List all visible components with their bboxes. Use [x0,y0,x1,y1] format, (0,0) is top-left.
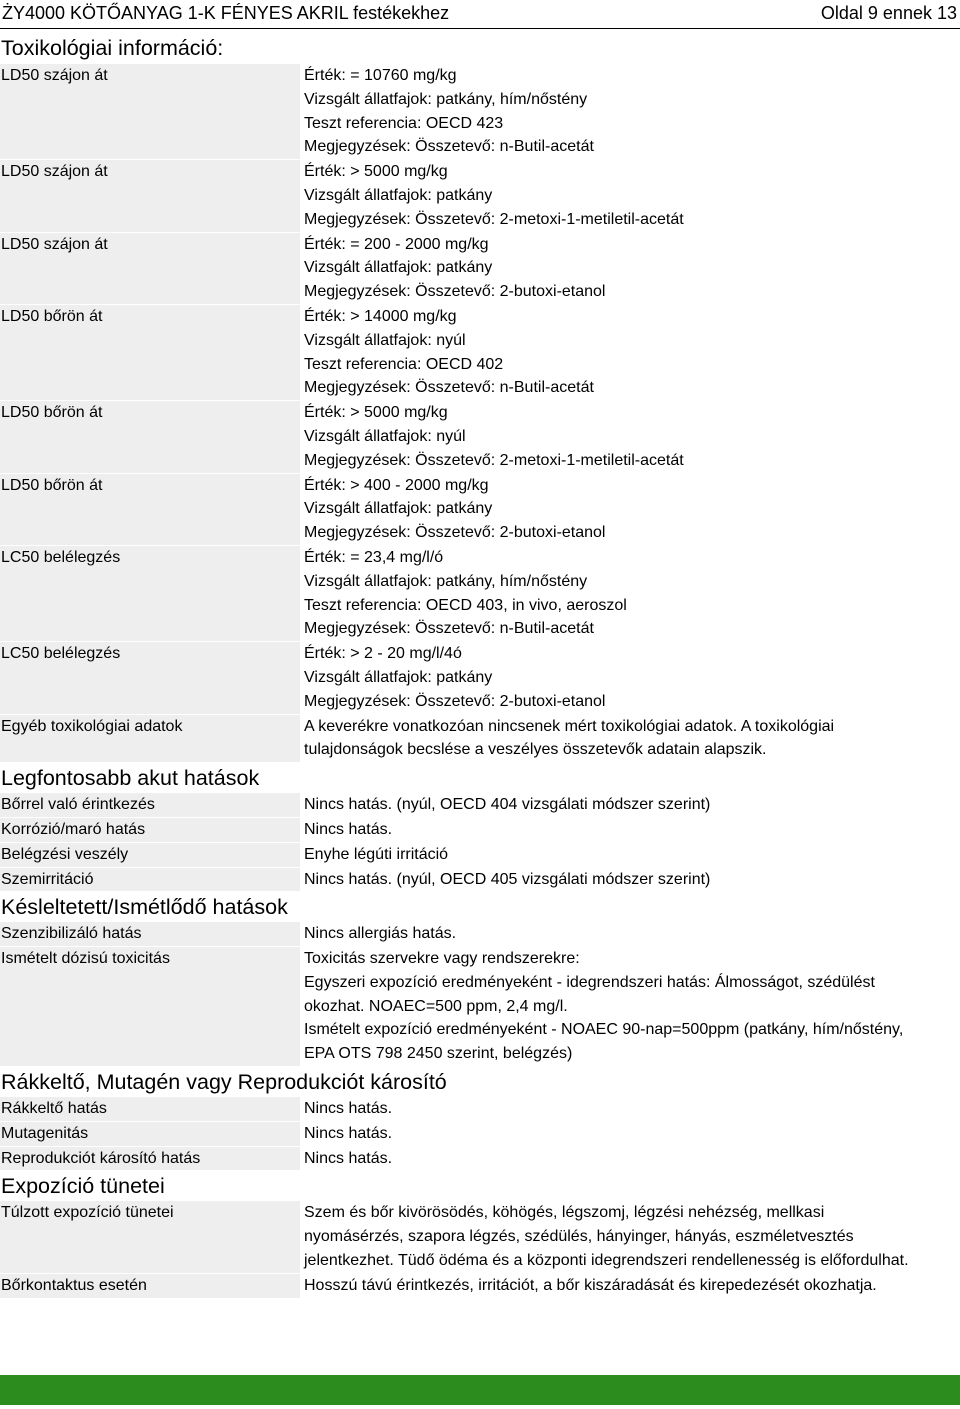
row-label: Ismételt dózisú toxicitás [0,947,300,1066]
value-line: Teszt referencia: OECD 402 [304,355,504,373]
value-line: Nincs hatás. (nyúl, OECD 404 vizsgálati módszer szerint) [304,796,711,814]
value-line: Érték: > 2 - 20 mg/l/4ó [304,645,462,663]
row-label: Bőrkontaktus esetén [0,1274,300,1298]
value-line: Vizsgált állatfajok: patkány, hím/nőstény [304,572,588,590]
table-row [0,868,960,892]
value-line: Érték: = 200 - 2000 mg/kg [304,235,489,253]
row-value [300,305,960,400]
table-row [0,305,960,400]
page-header [0,0,960,29]
row-value [300,793,960,817]
section-title-acute: Legfontosabb akut hatások [1,766,260,791]
row-label: LD50 szájon át [0,233,300,304]
row-value [300,160,960,231]
row-value [300,64,960,159]
table-row [0,642,960,713]
table-row [0,64,960,159]
table-row [0,818,960,842]
table-row [0,546,960,641]
row-value [300,1147,960,1171]
value-line: Megjegyzések: Összetevő: n-Butil-acetát [304,379,594,397]
row-label: Szemirritáció [0,868,300,892]
row-value [300,474,960,545]
value-line: Érték: > 400 - 2000 mg/kg [304,476,489,494]
value-line: Érték: = 23,4 mg/l/ó [304,548,444,566]
row-label: Túlzott expozíció tünetei [0,1201,300,1272]
value-line: Megjegyzések: Összetevő: 2-metoxi-1-metiletil-acetát [304,451,684,469]
table-row [0,401,960,472]
value-line: Vizsgált állatfajok: patkány [304,259,493,277]
value-line: Érték: > 5000 mg/kg [304,163,448,181]
table-row [0,160,960,231]
value-line: Nincs hatás. [304,820,393,838]
value-line: Vizsgált állatfajok: patkány [304,668,493,686]
row-label: Korrózió/maró hatás [0,818,300,842]
row-label: LD50 bőrön át [0,474,300,545]
row-label: Mutagenitás [0,1122,300,1146]
row-value [300,546,960,641]
row-value [300,843,960,867]
value-line: Megjegyzések: Összetevő: n-Butil-acetát [304,138,594,156]
row-label: Reprodukciót károsító hatás [0,1147,300,1171]
table-row [0,1147,960,1171]
value-line: Megjegyzések: Összetevő: 2-butoxi-etanol [304,283,606,301]
value-line: Vizsgált állatfajok: patkány [304,500,493,518]
row-value [300,922,960,946]
row-value [300,401,960,472]
row-label: Egyéb toxikológiai adatok [0,715,300,763]
table-row [0,922,960,946]
table-row [0,1122,960,1146]
row-value [300,642,960,713]
row-label: LC50 belélegzés [0,546,300,641]
table-row [0,715,960,763]
row-label: Rákkeltő hatás [0,1097,300,1121]
value-line: Vizsgált állatfajok: patkány [304,186,493,204]
value-line: Nincs hatás. (nyúl, OECD 405 vizsgálati módszer szerint) [304,870,711,888]
value-line: Teszt referencia: OECD 403, in vivo, aeroszol [304,596,627,614]
value-line: Megjegyzések: Összetevő: 2-butoxi-etanol [304,524,606,542]
value-line: Enyhe légúti irritáció [304,845,449,863]
table-row [0,1201,960,1272]
value-line: Megjegyzések: Összetevő: 2-butoxi-etanol [304,692,606,710]
table-row [0,474,960,545]
row-value [300,1201,960,1272]
value-line: Vizsgált állatfajok: nyúl [304,427,466,445]
value-line: Egyszeri expozíció eredményeként - idegrendszeri hatás: Álmosságot, szédülést okozhat. NOAEC=500 ppm, 2,4 mg/l. [304,973,875,1015]
footer-bar [0,1375,960,1405]
row-value [300,818,960,842]
table-row [0,947,960,1066]
row-value [300,947,960,1066]
table-row [0,1097,960,1121]
page-number: Oldal 9 ennek 13 [820,3,957,23]
section-title-toxicology: Toxikológiai információ: [1,36,224,60]
delayed-table [0,922,960,1066]
value-line: Toxicitás szervekre vagy rendszerekre: [304,950,580,968]
value-line: Teszt referencia: OECD 423 [304,114,504,132]
row-value [300,1097,960,1121]
row-value [300,868,960,892]
table-row [0,233,960,304]
value-line: Érték: = 10760 mg/kg [304,67,457,84]
value-line: Nincs hatás. [304,1100,393,1118]
row-label: LD50 bőrön át [0,305,300,400]
symptoms-table [0,1201,960,1297]
row-label: LD50 bőrön át [0,401,300,472]
row-label: LD50 szájon át [0,64,300,159]
row-label: Belégzési veszély [0,843,300,867]
row-value [300,1274,960,1298]
row-label: Bőrrel való érintkezés [0,793,300,817]
table-row [0,843,960,867]
row-label: LC50 belélegzés [0,642,300,713]
value-line: Nincs hatás. [304,1124,393,1142]
value-line: Nincs hatás. [304,1149,393,1167]
table-row [0,1274,960,1298]
section-title-delayed: Késleltetett/Ismétlődő hatások [1,895,288,920]
value-line: Hosszú távú érintkezés, irritációt, a bőr kiszáradását és kirepedezését okozhatja. [304,1276,877,1294]
row-label: Szenzibilizáló hatás [0,922,300,946]
value-line: Szem és bőr kivörösödés, köhögés, légszomj, légzési nehézség, mellkasi nyomásérzés, szapora légzés, szédülés, hányinger, hányás, eszméletvesztés jelentkezhet. Tüdő ödéma és a központi idegrendszeri rendellenesség is előfordulhat. [304,1204,909,1270]
value-line: Megjegyzések: Összetevő: 2-metoxi-1-metiletil-acetát [304,210,684,228]
row-value [300,1122,960,1146]
acute-table [0,793,960,891]
value-line: A keverékre vonatkozóan nincsenek mért toxikológiai adatok. A toxikológiai tulajdonságok becslése a veszélyes összetevők adatain alapszik. [304,717,835,759]
value-line: Vizsgált állatfajok: patkány, hím/nőstény [304,90,588,108]
document-body [0,32,960,1299]
cmr-table [0,1097,960,1170]
value-line: Ismételt expozíció eredményeként - NOAEC 90-nap=500ppm (patkány, hím/nőstény, EPA OTS 798 2450 szerint, belégzés) [304,1021,904,1063]
row-value [300,715,960,763]
document-title: ŻY4000 KÖTŐANYAG 1-K FÉNYES AKRIL festékekhez [2,3,450,23]
table-row [0,793,960,817]
value-line: Megjegyzések: Összetevő: n-Butil-acetát [304,620,594,638]
value-line: Érték: > 14000 mg/kg [304,307,457,325]
value-line: Vizsgált állatfajok: nyúl [304,331,466,349]
section-title-symptoms: Expozíció tünetei [1,1174,165,1199]
row-label: LD50 szájon át [0,160,300,231]
section-title-cmr: Rákkeltő, Mutagén vagy Reprodukciót károsító [1,1070,447,1095]
toxicology-table [0,64,960,762]
row-value [300,233,960,304]
value-line: Érték: > 5000 mg/kg [304,404,448,422]
value-line: Nincs allergiás hatás. [304,925,457,943]
